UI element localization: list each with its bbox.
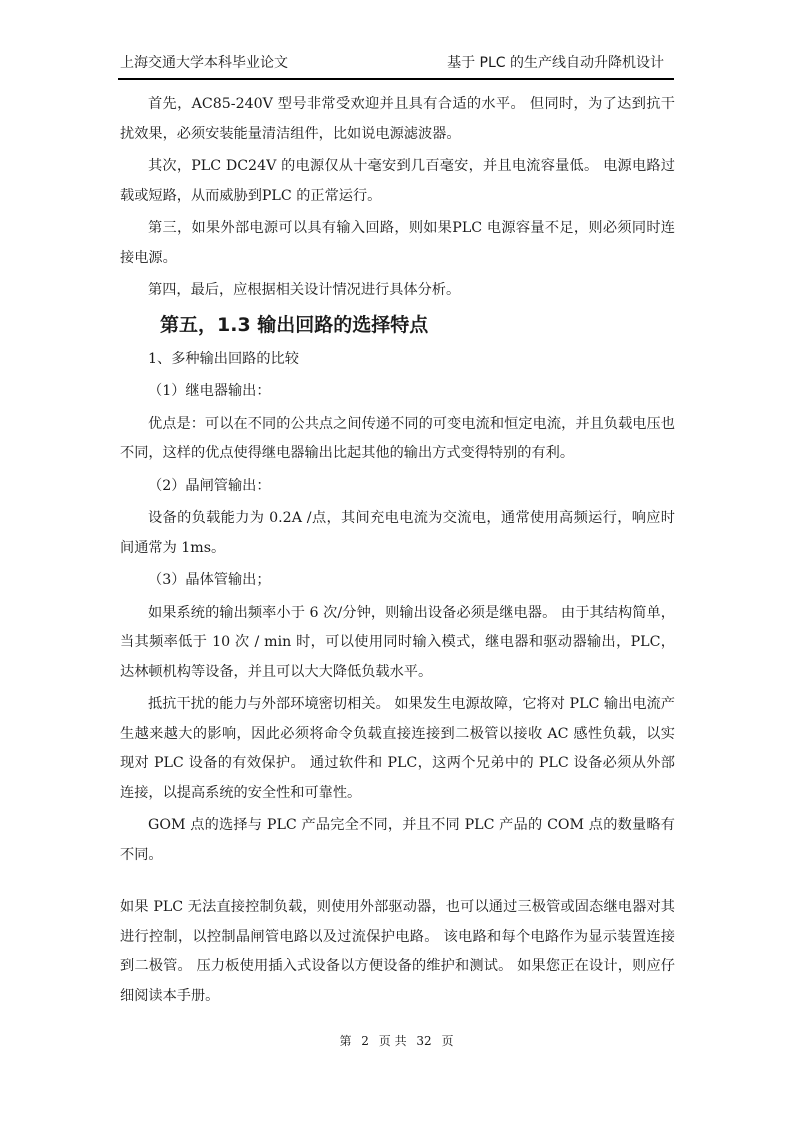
thyristor-output-text: 设备的负载能力为 0.2A /点，其间充电电流为交流电，通常使用高频运行，响应时间通常为 1ms。	[120, 510, 675, 556]
paragraph-third: 第三，如果外部电源可以具有输入回路，则如果PLC 电源容量不足，则必须同时连接电源。	[120, 220, 675, 266]
com-point-paragraph: GOM 点的选择与 PLC 产品完全不同，并且不同 PLC 产品的 COM 点的数量略有不同。	[120, 817, 675, 863]
transistor-output-title: （3）晶体管输出；	[148, 572, 271, 588]
footer-suffix: 页	[441, 1034, 454, 1048]
footer-page-number: 2	[361, 1034, 369, 1048]
final-paragraph: 如果 PLC 无法直接控制负载，则使用外部驱动器，也可以通过三极管或固态继电器对其进行控制，以控制晶闸管电路以及过流保护电路。 该电路和每个电路作为显示装置连接到二极管。 压力板使用插入式设备以方便设备的维护和测试。 如果您正在设计，则应仔细阅读本手册。	[120, 899, 675, 1004]
section-heading: 第五，1.3 输出回路的选择特点	[160, 313, 429, 336]
footer-prefix: 第	[339, 1034, 352, 1048]
header-topic-title: 基于 PLC 的生产线自动升降机设计	[447, 55, 664, 71]
paragraph-first: 首先，AC85-240V 型号非常受欢迎并且具有合适的水平。 但同时，为了达到抗干扰效果，必须安装能量清洁组件，比如说电源滤波器。	[120, 96, 675, 142]
paragraph-second: 其次，PLC DC24V 的电源仅从十毫安到几百毫安，并且电流容量低。 电源电路过载或短路，从而威胁到PLC 的正常运行。	[120, 158, 675, 204]
relay-output-title: （1）继电器输出：	[148, 383, 271, 399]
transistor-output-text: 如果系统的输出频率小于 6 次/分钟，则输出设备必须是继电器。 由于其结构简单，当其频率低于 10 次 / min 时，可以使用同时输入模式，继电器和驱动器输出，PLC，达林顿机构等设备，并且可以大大降低负载水平。	[120, 604, 675, 680]
paragraph-fourth: 第四，最后，应根据相关设计情况进行具体分析。	[148, 282, 461, 298]
page-header	[120, 52, 672, 74]
footer-total-pages: 32	[416, 1034, 432, 1048]
header-thesis-title: 上海交通大学本科毕业论文	[120, 55, 288, 71]
paragraph-gap	[120, 873, 675, 893]
header-divider	[118, 78, 674, 80]
relay-output-text: 优点是：可以在不同的公共点之间传递不同的可变电流和恒定电流，并且负载电压也不同，这样的优点使得继电器输出比起其他的输出方式变得特别的有利。	[120, 415, 675, 461]
page-footer	[0, 1032, 793, 1049]
interference-paragraph: 抵抗干扰的能力与外部环境密切相关。 如果发生电源故障，它将对 PLC 输出电流产生越来越大的影响，因此必须将命令负载直接连接到二极管以接收 AC 感性负载，以实现对 PLC 设备的有效保护。 通过软件和 PLC，这两个兄弟中的 PLC 设备必须从外部连接，以提高系统的安全性和可靠性。	[120, 696, 675, 801]
thyristor-output-title: （2）晶闸管输出：	[148, 477, 271, 494]
footer-middle: 页 共	[378, 1034, 407, 1048]
item-comparison-title: 1、多种输出回路的比较	[148, 350, 299, 367]
page-body	[120, 90, 675, 1014]
